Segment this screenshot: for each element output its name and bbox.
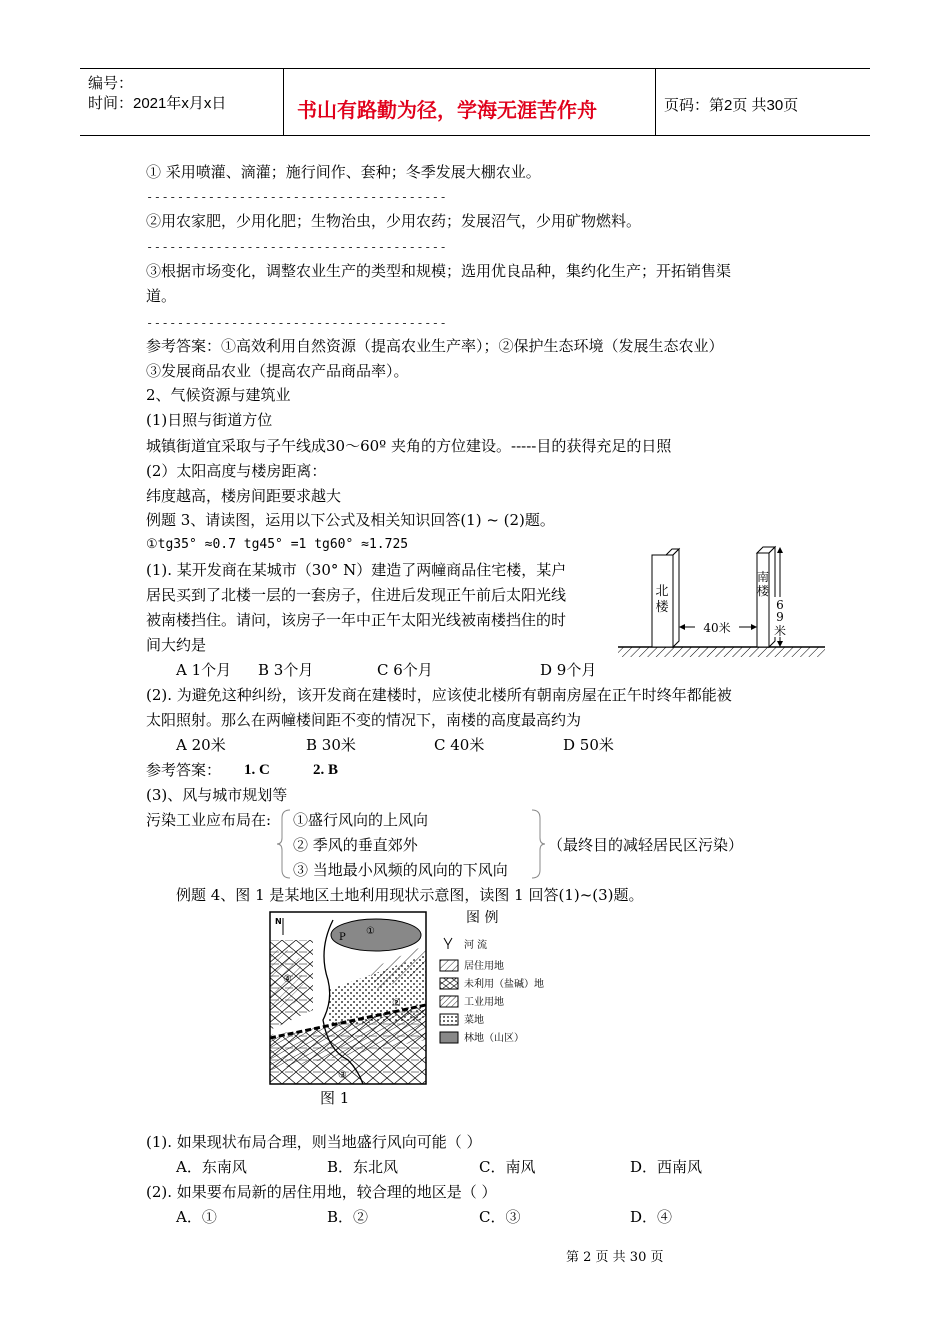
measure-item-2: ②用农家肥，少用化肥；生物治虫，少用农药；发展沼气，少用矿物燃料。 <box>146 212 642 230</box>
legend-industrial-swatch <box>440 996 458 1007</box>
map-caption: 图 1 <box>320 1089 350 1107</box>
measure-item-3-line-1: ③根据市场变化，调整农业生产的类型和规模；选用优良品种，集约化生产；开拓销售渠 <box>146 262 732 280</box>
legend-vegetable-label: 菜地 <box>464 1015 484 1026</box>
option-3-1-c: C 6个月 <box>377 661 433 679</box>
map-label-p: P <box>339 932 346 943</box>
page-number-label: 页码：第2页 共30页 <box>664 97 799 114</box>
option-3-2-c: C 40米 <box>434 736 485 754</box>
option-4-1-b: B．东北风 <box>327 1158 399 1176</box>
map-marker-3: ③ <box>338 1070 347 1081</box>
reference-answer-2: 2. B <box>313 762 339 778</box>
height-label <box>774 597 786 638</box>
page-footer: 第 2 页 共 30 页 <box>566 1250 664 1265</box>
svg-text:米: 米 <box>773 624 787 638</box>
reference-answer-line-1: 参考答案：①高效利用自然资源（提高农业生产率）；②保护生态环境（发展生态农业） <box>146 337 724 355</box>
reference-answer-label: 参考答案： <box>146 761 222 779</box>
pollution-point-3: ③ 当地最小风频的风向的下风向 <box>293 861 508 879</box>
option-4-2-b: B．② <box>327 1208 369 1226</box>
option-4-2-c: C．③ <box>479 1208 521 1226</box>
subsection-sunlight-title: (1)日照与街道方位 <box>146 411 273 429</box>
distance-label: 40米 <box>703 621 731 635</box>
document-number-label: 编号： <box>88 75 134 92</box>
option-3-1-b: B 3个月 <box>258 661 314 679</box>
header-motto: 书山有路勤为径，学海无涯苦作舟 <box>297 98 597 122</box>
legend-river-icon <box>444 938 452 949</box>
measure-item-1: ① 采用喷灌、滴灌；施行间作、套种；冬季发展大棚农业。 <box>146 163 541 181</box>
south-building <box>757 553 769 647</box>
legend-residential-label: 居住用地 <box>464 961 504 972</box>
legend-title: 图 例 <box>466 910 499 926</box>
section-3-title: (3)、风与城市规划等 <box>146 786 288 804</box>
tangent-formulas: ①tg35° ≈0.7 tg45° =1 tg60° ≈1.725 <box>146 537 409 552</box>
question-3-1-line-2: 居民买到了北楼一层的一套房子，住进后发现正午前后太阳光线 <box>146 586 567 604</box>
question-3-2-line-2: 太阳照射。那么在两幢楼间距不变的情况下，南楼的高度最高约为 <box>146 711 582 729</box>
option-4-2-a: A．① <box>176 1208 217 1226</box>
measure-item-3-line-2: 道。 <box>146 287 177 305</box>
question-3-2-line-1: (2). 为避免这种纠纷，该开发商在建楼时，应该使北楼所有朝南房屋在正午时终年都能被 <box>146 686 732 704</box>
svg-text:9: 9 <box>776 610 784 624</box>
option-3-2-b: B 30米 <box>306 736 356 754</box>
map-north-label: N <box>275 917 282 926</box>
answer-blank-line-2: --------------------------------------- <box>146 240 448 254</box>
reference-answer-line-2: ③发展商品农业（提高农产品商品率）。 <box>146 362 409 380</box>
svg-text:6: 6 <box>776 598 784 612</box>
answer-blank-line-1: --------------------------------------- <box>146 190 448 204</box>
option-4-1-a: A．东南风 <box>176 1158 247 1176</box>
pollution-point-1: ①盛行风向的上风向 <box>293 811 429 829</box>
north-building-label-1: 北 <box>655 584 669 599</box>
subsection-sun-height-title: (2）太阳高度与楼房距离： <box>146 462 327 480</box>
map-marker-4: ④ <box>283 974 292 985</box>
reference-answer-1: 1. C <box>244 762 270 778</box>
option-3-1-d: D 9个月 <box>540 661 597 679</box>
question-3-1-line-4: 间大约是 <box>146 636 207 654</box>
land-use-map <box>268 910 428 1085</box>
north-building-label-2: 楼 <box>655 600 669 615</box>
legend-vegetable-swatch <box>440 1014 458 1025</box>
legend-residential-swatch <box>440 960 458 971</box>
question-4-2: (2). 如果要布局新的居住用地，较合理的地区是（ ） <box>146 1183 497 1201</box>
subsection-sun-height-text: 纬度越高，楼房间距要求越大 <box>146 487 342 505</box>
option-4-1-c: C．南风 <box>479 1158 536 1176</box>
pollution-purpose: （最终目的减轻居民区污染） <box>548 836 744 854</box>
pollution-industry-lead: 污染工业应布局在: <box>146 811 272 829</box>
example-3-intro: 例题 3、请读图，运用以下公式及相关知识回答(1) ~ (2)题。 <box>146 511 555 529</box>
legend-salt-swatch <box>440 978 458 989</box>
option-3-1-a: A 1个月 <box>176 661 232 679</box>
option-3-2-d: D 50米 <box>563 736 614 754</box>
section-2-title: 2、气候资源与建筑业 <box>146 386 291 404</box>
right-brace <box>530 808 546 880</box>
left-brace <box>276 808 292 880</box>
example-4-intro: 例题 4、图 1 是某地区土地利用现状示意图，读图 1 回答(1)~(3)题。 <box>176 886 644 904</box>
map-marker-1: ① <box>366 926 375 937</box>
subsection-sunlight-text: 城镇街道宜采取与子午线成30～60º 夹角的方位建设。-----目的获得充足的日照 <box>146 437 672 455</box>
building-distance-figure <box>615 545 830 663</box>
question-4-1: (1). 如果现状布局合理，则当地盛行风向可能（ ） <box>146 1133 482 1151</box>
option-4-2-d: D．④ <box>630 1208 673 1226</box>
pollution-point-2: ② 季风的垂直郊外 <box>293 836 418 854</box>
question-3-1-line-3: 被南楼挡住。请问，该房子一年中正午太阳光线被南楼挡住的时 <box>146 611 567 629</box>
legend-river-label: 河 流 <box>464 940 488 951</box>
legend-salt-label: 未利用（盐碱）地 <box>464 979 544 990</box>
south-building-label-2: 楼 <box>756 584 770 598</box>
option-4-1-d: D．西南风 <box>630 1158 703 1176</box>
answer-blank-line-3: --------------------------------------- <box>146 316 448 330</box>
south-building-label-1: 南 <box>756 570 770 584</box>
legend-forest-label: 林地（山区） <box>464 1033 524 1044</box>
legend-forest-swatch <box>440 1032 458 1043</box>
legend-industrial-label: 工业用地 <box>464 997 504 1008</box>
ground-hatch <box>618 647 825 657</box>
map-marker-2: ② <box>392 998 401 1009</box>
option-3-2-a: A 20米 <box>176 736 226 754</box>
map-legend <box>438 935 568 1050</box>
question-3-1-line-1: (1). 某开发商在某城市（30° N）建造了两幢商品住宅楼，某户 <box>146 561 567 579</box>
document-date-label: 时间：2021年x月x日 <box>88 95 227 112</box>
